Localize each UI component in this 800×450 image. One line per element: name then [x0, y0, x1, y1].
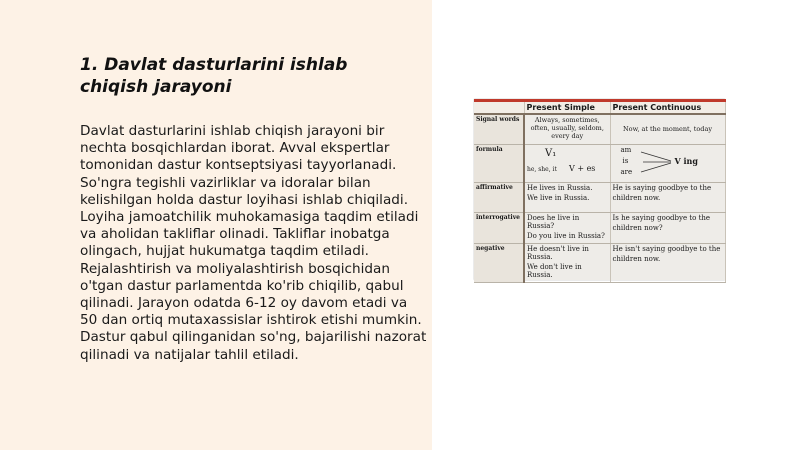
table-row: [474, 182, 725, 212]
affirmative-simple-line-2: We live in Russia.: [527, 193, 590, 202]
formula-v1: V₁: [545, 147, 557, 159]
negative-simple: [524, 243, 610, 282]
slide-body-text: Davlat dasturlarini ishlab chiqish jarayoni bir nechta bosqichlardan iborat. Avval ekspertlar tomonidan dastur kontseptsiyasi tayyorlanadi. So'ngra tegishli vazirliklar va idoralar bilan kelishilgan holda dastur loyihasi ishlab chiqiladi. Loyiha jamoatchilik muhokamasiga taqdim etiladi va aholidan takliflar olinadi. Takliflar inobatga olingach, hujjat hukumatga taqdim etiladi. Rejalashtirish va moliyalashtirish bosqichidan o'tgan dastur parlamentda ko'rib chiqilib, qabul qilinadi. Jarayon odatda 6-12 oy davom etadi va 50 dan ortiq mutaxassislar ishtirok etishi mumkin. Dastur qabul qilinganidan so'ng, bajarilishi nazorat qilinadi va natijalar tahlil etiladi.: [80, 123, 427, 363]
formula-am: am: [620, 145, 632, 154]
row-label-affirmative: affirmative: [474, 182, 524, 212]
row-label-signal-words: Signal words: [474, 114, 524, 144]
slide-title: 1. Davlat dasturlarini ishlab chiqish jarayoni: [80, 55, 348, 97]
table-row: [474, 212, 725, 243]
table-header-row: [474, 101, 725, 115]
grammar-table: [474, 99, 726, 283]
affirmative-continuous: [610, 182, 725, 212]
formula-v-ing: V ing: [674, 155, 698, 166]
interrogative-simple-line-2: Do you live in Russia?: [527, 231, 605, 240]
grammar-table-image: [474, 99, 725, 280]
signal-words-simple: Always, sometimes, often, usually, seldom, every day: [524, 114, 610, 144]
interrogative-simple: [524, 212, 610, 243]
formula-arrows-icon: [639, 148, 675, 176]
table-row: [474, 144, 725, 182]
negative-continuous-line-2: children now.: [612, 254, 661, 263]
row-label-negative: negative: [474, 243, 524, 282]
affirmative-simple-line-1: He lives in Russia.: [527, 183, 593, 192]
interrogative-simple-line-1: Does he live in Russia?: [527, 213, 580, 230]
affirmative-continuous-line-1: He is saying goodbye to the: [612, 183, 712, 192]
formula-pronouns: he, she, it: [527, 165, 557, 173]
negative-continuous: [610, 243, 725, 282]
table-row: [474, 243, 725, 282]
header-empty: [474, 101, 524, 115]
row-label-formula: formula: [474, 144, 524, 182]
formula-are: are: [620, 167, 633, 176]
signal-words-continuous: Now, at the moment, today: [610, 114, 725, 144]
header-present-continuous: Present Continuous: [610, 101, 725, 115]
interrogative-continuous-line-1: Is he saying goodbye to the: [612, 213, 711, 222]
affirmative-simple: [524, 182, 610, 212]
interrogative-continuous-line-2: children now?: [612, 223, 663, 232]
negative-simple-line-1: He doesn't live in Russia.: [527, 244, 589, 261]
negative-simple-line-2: We don't live in Russia.: [527, 262, 582, 279]
header-present-simple: Present Simple: [524, 101, 610, 115]
negative-continuous-line-1: He isn't saying goodbye to the: [612, 244, 721, 253]
table-row: [474, 114, 725, 144]
affirmative-continuous-line-2: children now.: [612, 193, 661, 202]
formula-is: is: [622, 156, 629, 165]
formula-v-es: V + es: [569, 163, 596, 173]
formula-simple: [524, 144, 610, 182]
formula-continuous: [610, 144, 725, 182]
interrogative-continuous: [610, 212, 725, 243]
row-label-interrogative: interrogative: [474, 212, 524, 243]
